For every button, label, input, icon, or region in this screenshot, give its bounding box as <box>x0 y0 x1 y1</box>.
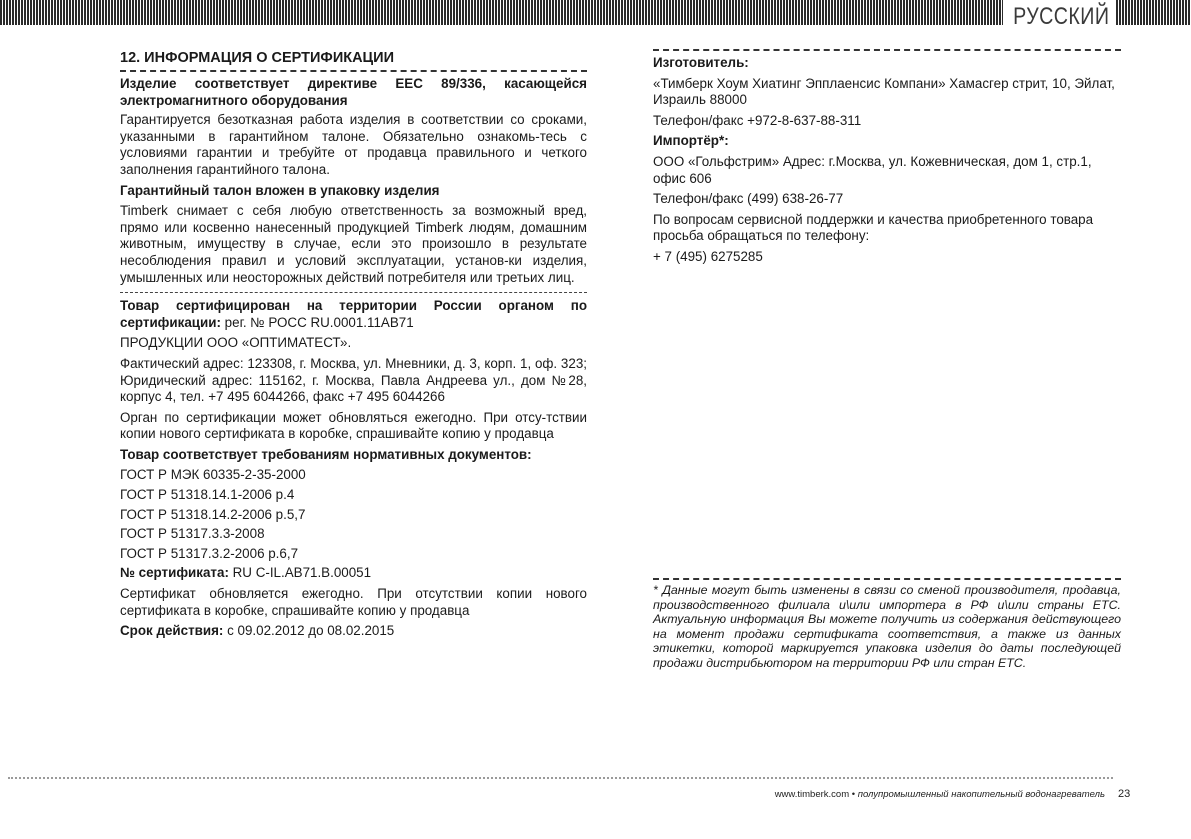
right-column <box>653 47 1121 270</box>
manufacturer-address: «Тимберк Хоум Хиатинг Эпплаенсис Компани» Хамасгер стрит, 10, Эйлат, Израиль 88000 <box>653 75 1115 108</box>
footer-website-link[interactable]: www.timberk.com <box>774 789 850 800</box>
footnote-block <box>653 578 1121 670</box>
footer-text <box>700 789 1105 800</box>
coupon-heading: Гарантийный талон вложен в упаковку изделия <box>120 182 440 198</box>
renewal-paragraph: Орган по сертификации может обновляться ежегодно. При отсу-тствии копии нового сертификата в коробке, спрашивайте копию у продавца <box>120 409 587 442</box>
section-divider <box>120 70 587 72</box>
left-column <box>120 50 587 644</box>
certification-heading: Товар сертифицирован на территории России органом по сертификации: <box>120 298 587 330</box>
importer-label: Импортёр*: <box>653 133 729 149</box>
manufacturer-label: Изготовитель: <box>653 55 749 70</box>
certificate-update-paragraph: Сертификат обновляется ежегодно. При отсутствии копии нового сертификата в коробке, спрашивайте копию у продавца <box>120 586 587 618</box>
footnote-text: * Данные могут быть изменены в связи со сменой производителя, продавца, производственного филиала и\или импортера в РФ и\или страны ЕТС. Актуальную информация Вы можете получить из содержания действующего на момент продажи сертификата соответствия, а также из данных этикетки, которой маркируется упаковка изделия до даты последующей продажи дистрибьютором на территории РФ или стран ЕТС. <box>653 583 1121 670</box>
validity-value: с 09.02.2012 до 08.02.2015 <box>223 623 395 639</box>
language-label: РУССКИЙ <box>1013 3 1110 30</box>
section-title: 12. ИНФОРМАЦИЯ О СЕРТИФИКАЦИИ <box>120 50 394 66</box>
footer-separator: • <box>849 789 858 800</box>
certificate-number-label: № сертификата: <box>120 565 229 581</box>
standard-item: ГОСТ Р 51317.3.2-2006 р.6,7 <box>120 545 299 561</box>
certification-paragraph <box>120 298 587 331</box>
directive-heading: Изделие соответствует директиве ЕЕС 89/336, касающейся электромагнитного оборудования <box>120 76 587 108</box>
standards-list <box>120 467 587 562</box>
standard-item: ГОСТ Р 51318.14.2-2006 р.5,7 <box>120 506 306 522</box>
footnote-divider <box>653 578 1121 580</box>
liability-paragraph: Timberk снимает с себя любую ответственность за возможный вред, прямо или косвенно нанесенный продукцией Timberk людям, домашним животным, имуществу в случае, если это произошло в результате несоблюдения правил и условий эксплуатации, установ-ки изделия, умышленных или неосторожных действий потребителя или третьих лиц. <box>120 203 587 285</box>
paragraph-divider <box>120 292 587 293</box>
certificate-number-line <box>120 565 587 582</box>
right-top-divider <box>653 49 1121 51</box>
certification-organization: ПРОДУКЦИИ ООО «ОПТИМАТЕСТ». <box>120 335 352 351</box>
service-phone: + 7 (495) 6275285 <box>653 248 763 264</box>
certification-reg-number: рег. № РОСС RU.0001.11АВ71 <box>220 314 414 330</box>
standard-item: ГОСТ Р МЭК 60335-2-35-2000 <box>120 467 306 483</box>
manufacturer-phone: Телефон/факс +972-8-637-88-311 <box>653 112 862 128</box>
importer-phone: Телефон/факс (499) 638-26-77 <box>653 191 844 207</box>
standards-heading: Товар соответствует требованиям нормативных документов: <box>120 446 532 462</box>
page-number: 23 <box>1118 788 1131 800</box>
standard-item: ГОСТ Р 51317.3.3-2008 <box>120 526 265 542</box>
service-paragraph: По вопросам сервисной поддержки и качества приобретенного товара просьба обращаться по телефону: <box>653 211 1094 244</box>
standard-item: ГОСТ Р 51318.14.1-2006 р.4 <box>120 487 295 503</box>
footer-dotted-line <box>8 777 1113 779</box>
validity-line <box>120 623 587 640</box>
warranty-paragraph: Гарантируется безотказная работа изделия в соответствии со сроками, указанными в гарантийном талоне. Обязательно ознакомь-тесь с условиями гарантии и требуйте от продавца правильного и четкого заполнения гарантийного талона. <box>120 112 587 177</box>
address-paragraph: Фактический адрес: 123308, г. Москва, ул. Мневники, д. 3, корп. 1, оф. 323; Юридический адрес: 115162, г. Москва, Павла Андреева ул., дом №28, корпус 4, тел. +7 495 6044266, факс +7 495 6044266 <box>120 355 587 405</box>
importer-address: ООО «Гольфстрим» Адрес: г.Москва, ул. Кожевническая, дом 1, стр.1, офис 606 <box>653 153 1092 186</box>
certificate-number-value: RU C-IL.АВ71.В.00051 <box>228 565 372 581</box>
footer-description: полупромышленный накопительный водонагреватель <box>857 789 1105 800</box>
validity-label: Срок действия: <box>120 623 224 639</box>
